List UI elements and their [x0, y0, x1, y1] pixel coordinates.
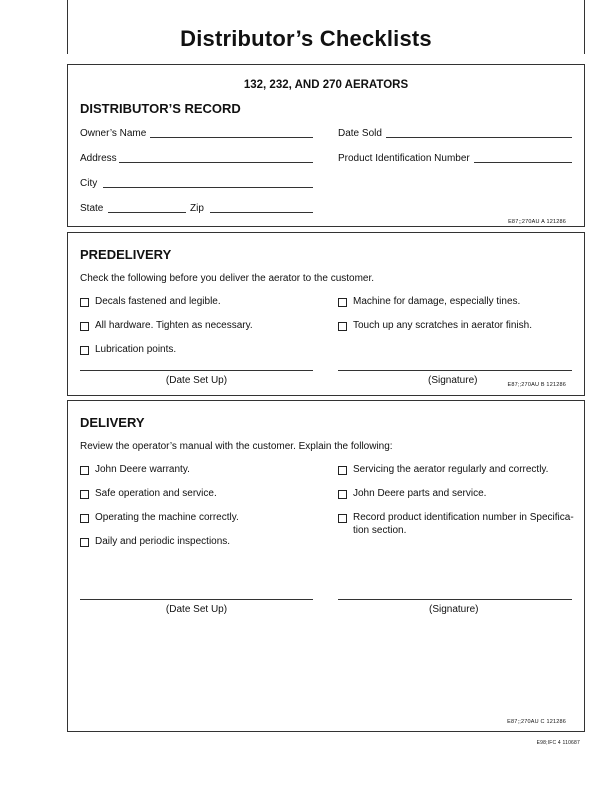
- checkbox-warranty[interactable]: [80, 466, 89, 475]
- item-record-pin-line2: tion section.: [353, 525, 407, 536]
- checkbox-inspections[interactable]: [80, 538, 89, 547]
- delivery-signature-line[interactable]: [338, 599, 572, 600]
- item-hardware: All hardware. Tighten as necessary.: [95, 320, 253, 331]
- item-servicing: Servicing the aerator regularly and correctly.: [353, 464, 549, 475]
- predelivery-signature-label: (Signature): [428, 375, 478, 386]
- date-sold-label: Date Sold: [338, 128, 382, 139]
- owner-name-label: Owner’s Name: [80, 128, 147, 139]
- record-code: E87;;270AU A 121286: [508, 219, 566, 225]
- predelivery-section: [67, 232, 585, 396]
- predelivery-intro: Check the following before you deliver the aerator to the customer.: [80, 273, 375, 284]
- checkbox-machine-damage[interactable]: [338, 298, 347, 307]
- product-id-label: Product Identification Number: [338, 153, 470, 164]
- item-record-pin-line1: Record product identification number in Specifica-: [353, 512, 574, 523]
- predelivery-heading: PREDELIVERY: [80, 247, 172, 262]
- zip-field[interactable]: [210, 212, 313, 213]
- date-sold-field[interactable]: [386, 137, 572, 138]
- predelivery-date-line[interactable]: [80, 370, 313, 371]
- item-parts-service: John Deere parts and service.: [353, 488, 487, 499]
- item-lubrication: Lubrication points.: [95, 344, 177, 355]
- item-warranty: John Deere warranty.: [95, 464, 190, 475]
- delivery-intro: Review the operator’s manual with the customer. Explain the following:: [80, 441, 393, 452]
- checkbox-decals[interactable]: [80, 298, 89, 307]
- address-label: Address: [80, 153, 117, 164]
- distributors-record-section: [67, 64, 585, 227]
- item-safe-operation: Safe operation and service.: [95, 488, 217, 499]
- checkbox-record-pin[interactable]: [338, 514, 347, 523]
- address-field[interactable]: [119, 162, 313, 163]
- zip-label: Zip: [190, 203, 204, 214]
- checkbox-hardware[interactable]: [80, 322, 89, 331]
- checkbox-servicing[interactable]: [338, 466, 347, 475]
- state-field[interactable]: [108, 212, 186, 213]
- checkbox-touch-up[interactable]: [338, 322, 347, 331]
- item-inspections: Daily and periodic inspections.: [95, 536, 231, 547]
- city-label: City: [80, 178, 98, 189]
- city-field[interactable]: [103, 187, 313, 188]
- record-heading: DISTRIBUTOR’S RECORD: [80, 101, 241, 116]
- delivery-code: E87;;270AU C 121286: [507, 719, 566, 725]
- predelivery-date-label: (Date Set Up): [165, 375, 228, 386]
- state-label: State: [80, 203, 104, 214]
- delivery-date-label: (Date Set Up): [165, 604, 228, 615]
- checkbox-safe-operation[interactable]: [80, 490, 89, 499]
- models-heading: 132, 232, AND 270 AERATORS: [243, 79, 409, 91]
- item-machine-damage: Machine for damage, especially tines.: [353, 296, 521, 307]
- item-operating: Operating the machine correctly.: [95, 512, 239, 523]
- checkbox-parts-service[interactable]: [338, 490, 347, 499]
- predelivery-signature-line[interactable]: [338, 370, 572, 371]
- delivery-signature-label: (Signature): [429, 604, 479, 615]
- item-touch-up: Touch up any scratches in aerator finish.: [353, 320, 532, 331]
- page-title: Distributor’s Checklists: [180, 26, 432, 51]
- delivery-section: [67, 400, 585, 732]
- predelivery-code: E87;;270AU B 121286: [507, 382, 566, 388]
- footer-code: E98;IFC 4 110687: [536, 740, 580, 746]
- delivery-heading: DELIVERY: [80, 415, 145, 430]
- checkbox-lubrication[interactable]: [80, 346, 89, 355]
- checkbox-operating[interactable]: [80, 514, 89, 523]
- item-decals: Decals fastened and legible.: [95, 296, 221, 307]
- delivery-date-line[interactable]: [80, 599, 313, 600]
- owner-name-field[interactable]: [150, 137, 313, 138]
- product-id-field[interactable]: [474, 162, 572, 163]
